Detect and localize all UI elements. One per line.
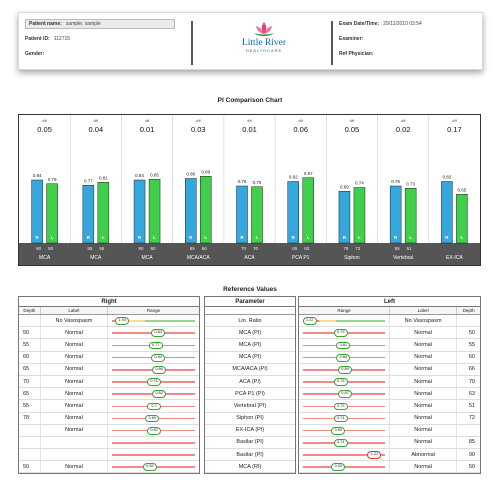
parameter-cell: MCA (PI)	[205, 352, 295, 364]
right-col-label: Label	[41, 307, 108, 314]
left-range-cell	[299, 327, 390, 338]
range-value-marker: 0.69	[145, 415, 159, 423]
range-value-marker: 0.77	[149, 342, 163, 350]
depth-right-label: 70	[240, 246, 247, 251]
right-label-cell: Normal	[41, 352, 108, 363]
difference-caption: diff	[298, 119, 304, 123]
series-marker-label: R	[394, 235, 398, 240]
ref-physician-row	[339, 49, 479, 59]
difference-caption: diff	[400, 119, 406, 123]
right-table-row	[19, 376, 199, 388]
gender-label: Gender:	[25, 50, 45, 57]
bar-right	[441, 182, 452, 244]
range-value-marker: 1.93	[115, 317, 129, 325]
right-table-row	[19, 327, 199, 339]
right-label-cell: Normal	[41, 413, 108, 424]
series-marker-label: R	[445, 235, 449, 240]
category-label: MCA	[90, 255, 102, 261]
series-marker-label: R	[86, 235, 90, 240]
left-label-cell: Normal	[390, 352, 457, 363]
patient-info	[25, 19, 185, 64]
category-label: MCA	[141, 255, 153, 261]
left-depth-cell	[457, 425, 480, 436]
patient-name-label: Patient name:	[29, 20, 62, 27]
bar-right	[32, 180, 43, 243]
patient-id-row	[25, 34, 185, 44]
bar-value-label: 0.73	[406, 181, 416, 187]
right-range-cell	[108, 352, 199, 363]
depth-left-label: 60	[150, 246, 156, 251]
reference-title: Reference Values	[223, 286, 277, 293]
left-depth-cell	[457, 315, 480, 326]
left-range-cell	[299, 376, 390, 387]
right-col-range: Range	[146, 308, 161, 313]
bar-value-label: 0.81	[98, 175, 108, 181]
parameter-cell: PCA P1 (PI)	[205, 388, 295, 400]
left-table-row	[299, 449, 480, 461]
right-label-cell: No Vasospasm	[41, 315, 108, 326]
chart-title: PI Comparison Chart	[217, 97, 283, 104]
range-value-marker: 0.87	[338, 390, 352, 398]
parameter-cell: Vertebral (PI)	[205, 400, 295, 412]
parameter-cell: MCA (PI)	[205, 339, 295, 351]
right-table-row	[19, 339, 199, 351]
left-range-cell	[299, 352, 390, 363]
patient-id-value: 112715	[53, 35, 71, 42]
range-value-marker: 1.22	[303, 317, 317, 325]
left-label-cell: Normal	[390, 376, 457, 387]
right-table-row	[19, 449, 199, 461]
right-table-row	[19, 461, 199, 473]
bar-value-label: 0.82	[288, 174, 298, 180]
right-depth-cell: 60	[19, 352, 41, 363]
parameter-cell: Siphon (PI)	[205, 413, 295, 425]
series-marker-label: L	[306, 235, 310, 240]
left-range-cell	[299, 437, 390, 448]
right-depth-cell	[19, 437, 41, 448]
range-value-marker: 0.84	[151, 354, 165, 362]
bar-value-label: 0.87	[303, 170, 313, 176]
range-value-marker: 0.75	[334, 378, 348, 386]
difference-caption: diff	[349, 119, 355, 123]
parameter-cell: Basilar (PI)	[205, 437, 295, 449]
parameter-rows	[205, 315, 295, 473]
depth-left-label: 63	[304, 246, 310, 251]
left-range-cell	[299, 425, 390, 436]
left-range-cell	[299, 413, 390, 424]
difference-value: 0.05	[344, 125, 360, 134]
range-value-marker: 0.55	[143, 463, 157, 471]
bar-value-label: 0.75	[252, 179, 262, 185]
left-depth-cell: 70	[468, 378, 475, 385]
left-table-row	[299, 400, 480, 412]
range-value-marker: 0.76	[147, 378, 161, 386]
right-depth-cell: 55	[19, 339, 41, 350]
bar-value-label: 0.76	[391, 179, 401, 184]
left-col-range: Range	[299, 307, 390, 314]
depth-left-label: 72	[355, 246, 361, 251]
series-marker-label: L	[101, 235, 105, 240]
right-range-cell	[108, 388, 199, 399]
series-marker-label: R	[35, 235, 39, 240]
bar-right	[134, 180, 145, 243]
bar-right	[288, 182, 299, 244]
difference-value: 0.03	[190, 125, 206, 134]
bar-left	[200, 176, 211, 243]
right-range-cell	[108, 449, 199, 460]
right-label-cell: Normal	[41, 376, 108, 387]
difference-caption: diff	[42, 119, 47, 123]
left-depth-cell: 50	[468, 463, 475, 470]
parameter-cell: Lin. Ratio	[205, 315, 295, 327]
category-label: Vertebral	[393, 255, 414, 261]
range-value-marker: 0.82	[147, 427, 161, 435]
bar-value-label: 0.84	[135, 173, 144, 178]
left-label-cell: Abnormal	[390, 449, 457, 460]
left-label-cell: Normal	[390, 400, 457, 411]
series-marker-label: L	[50, 235, 54, 240]
right-range-cell	[108, 327, 199, 338]
header-divider-left	[191, 21, 193, 65]
range-value-marker: 0.81	[336, 342, 350, 350]
right-depth-cell: 50	[19, 461, 41, 472]
left-col-label: Label	[390, 307, 457, 314]
depth-right-label: 55	[394, 246, 400, 251]
range-value-marker: 0.65	[331, 427, 345, 435]
left-label-cell: Normal	[390, 339, 457, 350]
left-table-row	[299, 339, 480, 351]
series-marker-label: R	[137, 235, 142, 240]
bar-value-label: 0.86	[186, 171, 196, 177]
depth-right-label: 65	[292, 246, 298, 251]
left-table-row	[299, 437, 480, 449]
right-table-row	[19, 400, 199, 412]
left-panel	[298, 296, 481, 474]
left-table-row	[299, 364, 480, 376]
range-value-marker: 0.74	[334, 415, 348, 423]
left-range-cell	[299, 461, 390, 472]
parameter-cell: MCA (PI)	[205, 327, 295, 339]
left-range-cell	[299, 388, 390, 399]
right-range-cell	[108, 413, 199, 424]
series-marker-label: L	[460, 235, 464, 240]
range-value-marker: 0.74	[334, 439, 348, 447]
right-range-cell	[108, 364, 199, 375]
exam-info	[339, 19, 479, 64]
right-label-cell: Normal	[41, 425, 108, 436]
left-label-cell: Normal	[390, 388, 457, 399]
left-col-depth: Depth	[462, 308, 475, 313]
left-table-row	[299, 376, 480, 388]
range-value-marker: 0.84	[151, 329, 165, 337]
right-table-row	[19, 315, 199, 327]
right-table-row	[19, 425, 199, 437]
bar-value-label: 0.79	[47, 176, 57, 182]
depth-right-label: 65	[189, 246, 195, 251]
difference-value: 0.04	[88, 125, 104, 134]
examiner-row	[339, 34, 479, 44]
depth-left-label: 50	[48, 246, 54, 251]
bar-left	[98, 182, 109, 243]
right-depth-cell	[19, 315, 41, 326]
parameter-cell: EX-ICA (PI)	[205, 425, 295, 437]
difference-value: 0.05	[37, 125, 52, 134]
depth-right-label: 55	[87, 246, 93, 251]
left-table-row	[299, 413, 480, 425]
range-value-marker: 0.82	[152, 390, 166, 398]
left-depth-cell: 90	[468, 451, 475, 458]
category-label: Siphon	[344, 255, 360, 261]
left-range-cell	[299, 364, 390, 375]
range-value-marker: 0.89	[338, 366, 352, 374]
difference-caption: diff	[144, 119, 150, 123]
difference-caption: diff	[452, 119, 457, 123]
examiner-label: Examiner:	[339, 35, 364, 42]
left-column-headers	[299, 307, 480, 315]
bar-value-label: 0.85	[150, 172, 159, 178]
right-depth-cell: 78	[19, 413, 41, 424]
parameter-cell: ACA (PI)	[205, 376, 295, 388]
gender-row	[25, 49, 185, 59]
bar-value-label: 0.84	[32, 173, 42, 178]
right-range-cell	[108, 400, 199, 411]
right-table-row	[19, 413, 199, 425]
parameter-cell: MCA (RI)	[205, 461, 295, 473]
range-value-marker: 0.85	[336, 354, 350, 362]
category-label: PCA P1	[291, 255, 310, 261]
exam-date-row	[339, 19, 479, 29]
left-table-row	[299, 315, 480, 327]
left-depth-cell: 55	[468, 341, 475, 348]
left-table-row	[299, 352, 480, 364]
bar-left	[303, 178, 314, 243]
left-table-row	[299, 327, 480, 339]
depth-right-label: 78	[343, 246, 349, 251]
pi-comparison-chart	[18, 114, 481, 266]
right-label-cell: Normal	[41, 327, 108, 338]
bar-value-label: 0.74	[355, 180, 364, 186]
left-label-cell: Normal	[390, 461, 457, 472]
patient-name-value: sample, sample	[65, 20, 101, 27]
right-range-cell	[108, 437, 199, 448]
category-label: EX-ICA	[446, 255, 463, 261]
left-depth-cell: 63	[468, 390, 475, 397]
bar-value-label: 0.65	[457, 187, 467, 193]
range-value-marker: 1.21	[367, 451, 381, 459]
difference-value: 0.17	[447, 125, 462, 134]
logo-name: Little River	[241, 38, 287, 48]
right-depth-cell: 55	[19, 400, 41, 411]
left-table-row	[299, 461, 480, 473]
series-marker-label: R	[240, 235, 244, 240]
right-table-row	[19, 388, 199, 400]
range-value-marker: 0.86	[152, 366, 166, 374]
company-logo	[229, 21, 299, 53]
right-range-cell	[108, 376, 199, 387]
exam-date-label: Exam Date/Time:	[339, 20, 380, 27]
patient-name-row	[25, 19, 175, 29]
right-depth-cell: 70	[19, 376, 41, 387]
depth-left-label: 66	[201, 246, 207, 251]
left-range-cell	[299, 449, 390, 460]
difference-value: 0.02	[395, 125, 411, 134]
depth-left-label: 51	[406, 246, 412, 251]
right-table-row	[19, 352, 199, 364]
range-value-marker: 0.79	[334, 329, 348, 337]
series-marker-label: R	[189, 235, 193, 240]
depth-right-label: 50	[36, 246, 42, 251]
right-range-cell	[108, 425, 199, 436]
header-divider-right	[331, 21, 333, 65]
series-marker-label: L	[358, 235, 361, 240]
parameter-cell: Basilar (PI)	[205, 449, 295, 461]
right-depth-cell	[19, 425, 41, 436]
difference-caption: diff	[93, 119, 99, 123]
series-marker-label: L	[153, 235, 156, 240]
range-bar	[112, 442, 195, 444]
right-label-cell: Normal	[41, 339, 108, 350]
parameter-panel	[204, 296, 296, 474]
difference-value: 0.01	[242, 125, 257, 134]
series-marker-label: R	[342, 235, 347, 240]
left-depth-cell: 66	[468, 366, 475, 373]
left-label-cell: Normal	[390, 437, 457, 448]
left-table-row	[299, 388, 480, 400]
right-depth-cell: 65	[19, 388, 41, 399]
left-depth-cell: 50	[468, 329, 475, 336]
right-depth-cell	[19, 449, 41, 460]
left-label-cell: Normal	[390, 327, 457, 338]
left-label-cell: Normal	[390, 425, 457, 436]
difference-value: 0.01	[139, 125, 155, 134]
left-table-row	[299, 425, 480, 437]
series-marker-label: L	[204, 235, 208, 240]
left-header: Left	[299, 297, 480, 307]
category-label: MCA	[39, 255, 51, 261]
right-label-cell: Normal	[41, 364, 108, 375]
patient-header	[18, 12, 483, 70]
left-rows	[299, 315, 480, 473]
right-table-row	[19, 364, 199, 376]
bar-value-label: 0.89	[201, 169, 211, 175]
left-depth-cell: 85	[468, 439, 475, 446]
bar-right	[185, 179, 196, 244]
pi-chart-svg	[19, 115, 480, 265]
parameter-cell: MCA/ACA (PI)	[205, 364, 295, 376]
right-label-cell	[41, 449, 108, 460]
ref-physician-label: Ref Physician:	[339, 50, 374, 57]
series-marker-label: L	[409, 235, 413, 240]
series-marker-label: L	[255, 235, 259, 240]
right-range-cell	[108, 461, 199, 472]
exam-date-value: 29/11/2010 03:54	[383, 20, 422, 27]
range-value-marker: 0.73	[334, 403, 348, 411]
left-depth-cell: 51	[468, 402, 475, 409]
depth-left-label: 55	[99, 246, 105, 251]
range-bar	[112, 454, 195, 456]
depth-right-label: 60	[138, 246, 144, 251]
right-table-row	[19, 437, 199, 449]
left-label-cell: No Vasospasm	[390, 315, 457, 326]
right-range-cell	[108, 315, 199, 326]
right-panel	[18, 296, 200, 474]
logo-subtitle: HEALTHCARE	[245, 48, 283, 53]
bar-value-label: 0.69	[340, 184, 349, 190]
left-range-cell	[299, 339, 390, 350]
parameter-subheader	[205, 307, 295, 315]
right-label-cell: Normal	[41, 461, 108, 472]
category-label: MCA/ACA	[186, 255, 210, 261]
right-depth-cell: 50	[19, 327, 41, 338]
right-label-cell	[41, 437, 108, 448]
bar-left	[149, 179, 160, 243]
bar-value-label: 0.76	[237, 179, 247, 184]
bar-value-label: 0.77	[83, 178, 93, 184]
right-col-depth: Depth	[19, 307, 41, 314]
left-range-cell	[299, 315, 390, 326]
difference-value: 0.06	[293, 125, 309, 134]
lotus-flower-icon	[251, 21, 277, 37]
parameter-header: Parameter	[205, 297, 295, 307]
left-label-cell: Normal	[390, 413, 457, 424]
bar-value-label: 0.82	[442, 174, 452, 180]
difference-caption: diff	[195, 119, 201, 123]
depth-left-label: 70	[252, 246, 259, 251]
left-range-cell	[299, 400, 390, 411]
category-label: ACA	[244, 255, 255, 261]
right-range-cell	[108, 339, 199, 350]
left-depth-cell: 60	[468, 354, 475, 361]
left-label-cell: Normal	[390, 364, 457, 375]
right-label-cell: Normal	[41, 388, 108, 399]
series-marker-label: R	[291, 235, 295, 240]
right-label-cell: Normal	[41, 400, 108, 411]
patient-id-label: Patient ID:	[25, 35, 50, 42]
range-value-marker: 0.7	[147, 403, 161, 411]
range-value-marker: 0.53	[331, 463, 345, 471]
difference-caption: diff	[247, 119, 252, 123]
right-depth-cell: 65	[19, 364, 41, 375]
right-column-headers	[19, 307, 199, 315]
right-rows	[19, 315, 199, 473]
left-depth-cell: 72	[468, 415, 475, 422]
right-header: Right	[19, 297, 199, 307]
